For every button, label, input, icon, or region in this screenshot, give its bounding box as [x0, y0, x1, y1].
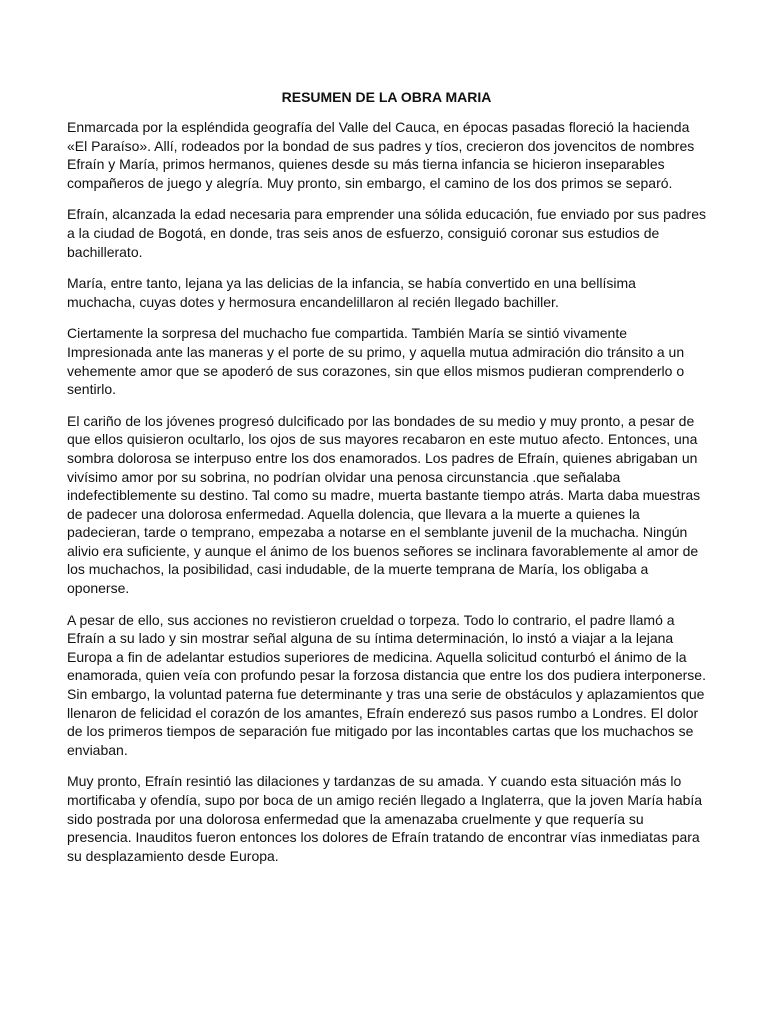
paragraph-4: Ciertamente la sorpresa del muchacho fue compartida. También María se sintió vivamente Impresionada ante las maneras y el porte de su primo, y aquella mutua admiración dio tránsito a un vehemente amor que se apoderó de sus corazones, sin que ellos mismos pudieran comprenderlo o sentirlo. [67, 325, 685, 398]
paragraph-7: Muy pronto, Efraín resintió las dilaciones y tardanzas de su amada. Y cuando esta situación más lo mortificaba y ofendía, supo por boca de un amigo recién llegado a Inglaterra, que la joven María había sido postrada por una dolorosa enfermedad que la amenazaba cruelmente y que requería su presencia. Inauditos fueron entonces los dolores de Efraín tratando de encontrar vías inmediatas para su desplazamiento desde Europa. [67, 773, 703, 864]
paragraph-1: Enmarcada por la espléndida geografía del Valle del Cauca, en épocas pasadas floreció la hacienda «El Paraíso». Allí, rodeados por la bondad de sus padres y tíos, crecieron dos jovencitos de nombres Efraín y María, primos hermanos, quienes desde su más tierna infancia se hicieron inseparables compañeros de juego y alegría. Muy pronto, sin embargo, el camino de los dos primos se separó. [67, 119, 695, 191]
document-title: RESUMEN DE LA OBRA MARIA [281, 89, 492, 105]
paragraph-6: A pesar de ello, sus acciones no revistieron crueldad o torpeza. Todo lo contrario, el padre llamó a Efraín a su lado y sin mostrar señal alguna de su íntima determinación, lo instó a viajar a la lejana Europa a fin de adelantar estudios superiores de medicina. Aquella solicitud conturbó el ánimo de la enamorada, quien veía con profundo pesar la forzosa distancia que entre los dos pudiera interponerse. Sin embargo, la voluntad paterna fue determinante y tras una serie de obstáculos y aplazamientos que llenaron de felicidad el corazón de los amantes, Efraín enderezó sus pasos rumbo a Londres. El dolor de los primeros tiempos de separación fue mitigado por las incontables cartas que los muchachos se enviaban. [67, 611, 706, 758]
paragraph-3: María, entre tanto, lejana ya las delicias de la infancia, se había convertido en una bellísima muchacha, cuyas dotes y hermosura encandelillaron al recién llegado bachiller. [67, 275, 636, 310]
paragraph-5: El cariño de los jóvenes progresó dulcificado por las bondades de su medio y muy pronto, a pesar de que ellos quisieron ocultarlo, los ojos de sus mayores recabaron en este mutuo afecto. Entonces, una sombra dolorosa se interpuso entre los dos enamorados. Los padres de Efraín, quienes abrigaban un vivísimo amor por su sobrina, no podrían olvidar una penosa circunstancia .que señalaba indefectiblemente su destino. Tal como su madre, muerta bastante tiempo atrás. Marta daba muestras de padecer una dolorosa enfermedad. Aquella dolencia, que llevara a la muerte a quienes la padecieran, tarde o temprano, empezaba a notarse en el semblante juvenil de la muchacha. Ningún alivio era suficiente, y aunque el ánimo de los buenos señores se inclinara favorablemente al amor de los muchachos, la posibilidad, casi indudable, de la muerte temprana de María, los obligaba a oponerse. [67, 412, 701, 597]
paragraph-2: Efraín, alcanzada la edad necesaria para emprender una sólida educación, fue enviado por sus padres a la ciudad de Bogotá, en donde, tras seis anos de esfuerzo, consiguió coronar sus estudios de bachillerato. [67, 206, 706, 260]
